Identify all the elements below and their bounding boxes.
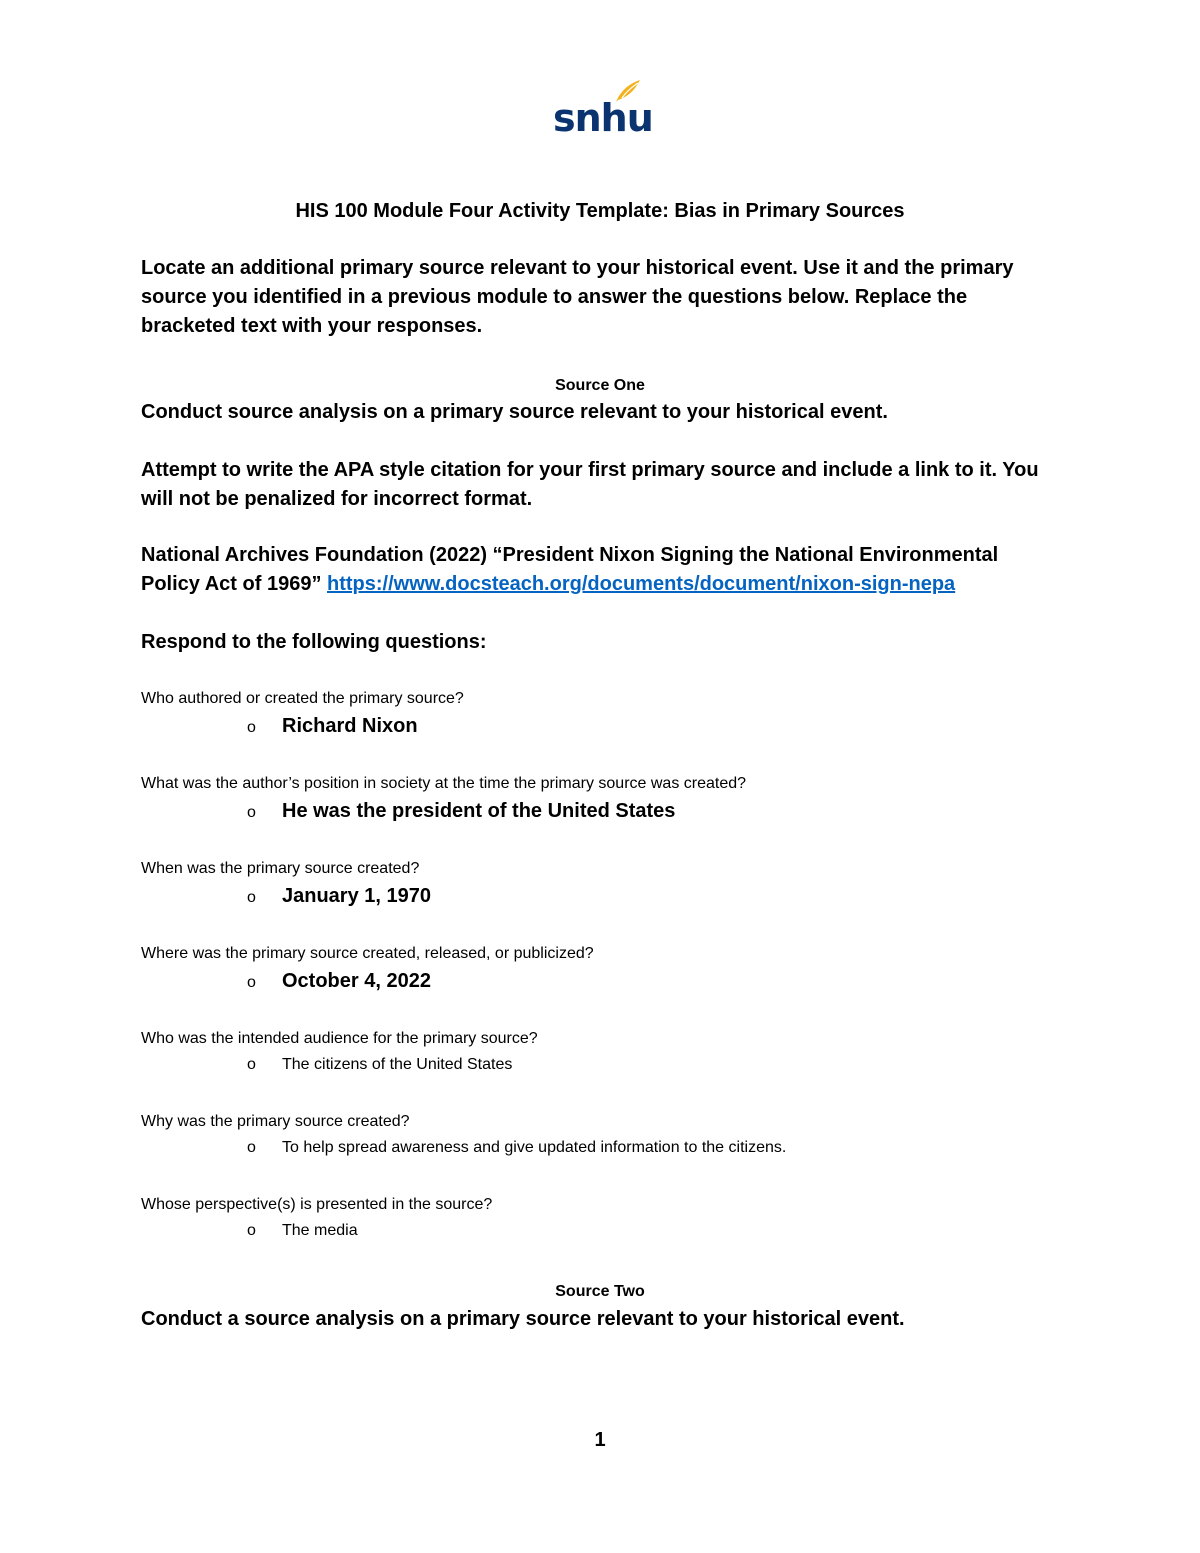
source-one-label: Source One: [555, 377, 645, 394]
page-number: 1: [594, 1429, 606, 1451]
page-title: HIS 100 Module Four Activity Template: Bias in Primary Sources: [295, 200, 905, 222]
answer-2: o He was the president of the United States: [247, 799, 675, 825]
bullet-icon: o: [247, 889, 256, 906]
citation-link[interactable]: https://www.docsteach.org/documents/document/nixon-sign-nepa: [327, 573, 956, 595]
citation-text: National Archives Foundation (2022) “President Nixon Signing the National Environmental Policy Act of 1969”: [141, 544, 999, 595]
snhu-logo: [553, 78, 653, 142]
answer-4: o October 4, 2022: [247, 969, 431, 995]
citation-prompt: Attempt to write the APA style citation for your first primary source and include a link to it. You will not be penalized for incorrect format.: [141, 459, 1039, 510]
bullet-icon: o: [247, 804, 256, 821]
source-two-instruction: Conduct a source analysis on a primary source relevant to your historical event.: [141, 1308, 905, 1330]
source-one-instruction: Conduct source analysis on a primary source relevant to your historical event.: [141, 401, 888, 423]
question-3: When was the primary source created?: [141, 860, 420, 877]
answer-5: o The citizens of the United States: [247, 1053, 512, 1077]
citation: [141, 541, 1061, 599]
answer-1: o Richard Nixon: [247, 714, 418, 740]
question-1: Who authored or created the primary source?: [141, 690, 464, 707]
respond-label: Respond to the following questions:: [141, 631, 487, 653]
answer-3: o January 1, 1970: [247, 884, 431, 910]
source-two-label: Source Two: [555, 1283, 645, 1300]
question-7: Whose perspective(s) is presented in the source?: [141, 1196, 493, 1213]
question-4: Where was the primary source created, released, or publicized?: [141, 945, 594, 962]
question-5: Who was the intended audience for the primary source?: [141, 1030, 538, 1047]
bullet-icon: o: [247, 974, 256, 991]
bullet-icon: o: [247, 1139, 256, 1156]
bullet-icon: o: [247, 1056, 256, 1073]
bullet-icon: o: [247, 719, 256, 736]
question-2: What was the author’s position in society at the time the primary source was created?: [141, 775, 747, 792]
question-6: Why was the primary source created?: [141, 1113, 410, 1130]
logo-wordmark: snhu: [553, 96, 653, 140]
intro-paragraph: Locate an additional primary source relevant to your historical event. Use it and the primary source you identified in a previous module to answer the questions below. Replace the bracketed text with your responses.: [141, 257, 1014, 337]
bullet-icon: o: [247, 1222, 256, 1239]
answer-6: o To help spread awareness and give updated information to the citizens.: [247, 1136, 786, 1160]
answer-7: o The media: [247, 1219, 358, 1243]
